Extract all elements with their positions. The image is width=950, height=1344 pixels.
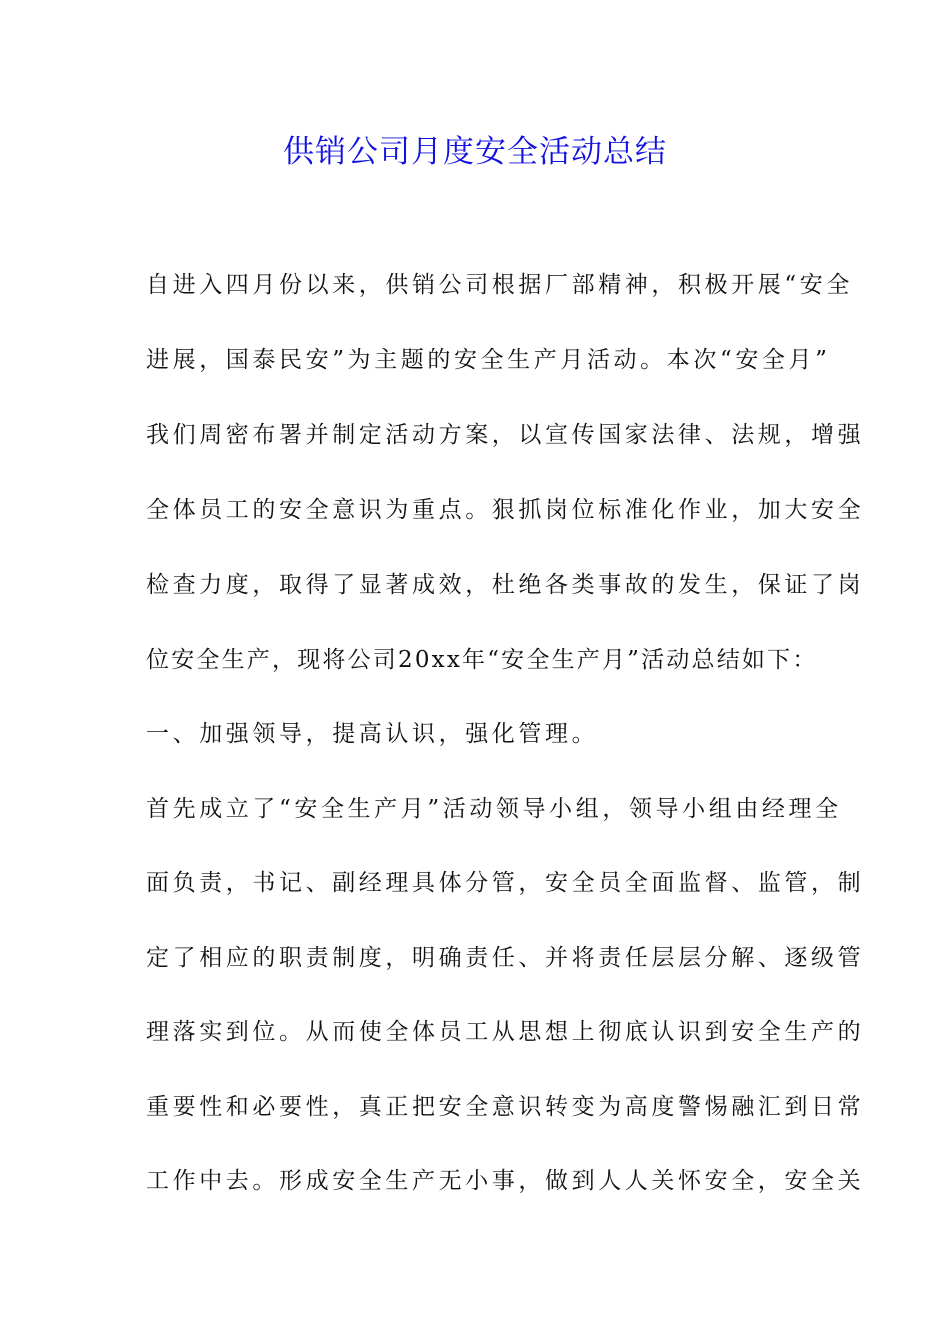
section-heading-1: 一、加强领导，提高认识，强化管理。 — [146, 721, 599, 747]
body-line-6: 位安全生产，现将公司20xx年“安全生产月”活动总结如下： — [146, 647, 818, 673]
body-line-12: 重要性和必要性，真正把安全意识转变为高度警惕融汇到日常 — [146, 1094, 865, 1120]
body-line-11: 理落实到位。从而使全体员工从思想上彻底认识到安全生产的 — [146, 1019, 865, 1045]
body-line-8: 首先成立了“安全生产月”活动领导小组，领导小组由经理全 — [146, 796, 842, 822]
body-line-10: 定了相应的职责制度，明确责任、并将责任层层分解、逐级管 — [146, 945, 865, 971]
body-line-3: 我们周密布署并制定活动方案，以宣传国家法律、法规，增强 — [146, 422, 865, 448]
document-title: 供销公司月度安全活动总结 — [283, 134, 667, 170]
body-line-2: 进展，国泰民安”为主题的安全生产月活动。本次“安全月” — [146, 347, 831, 373]
body-line-1: 自进入四月份以来，供销公司根据厂部精神，积极开展“安全 — [146, 272, 853, 298]
body-line-9: 面负责，书记、副经理具体分管，安全员全面监督、监管，制 — [146, 870, 865, 896]
body-line-13: 工作中去。形成安全生产无小事，做到人人关怀安全，安全关 — [146, 1168, 865, 1194]
body-line-5: 检查力度，取得了显著成效，杜绝各类事故的发生，保证了岗 — [146, 572, 865, 598]
body-line-4: 全体员工的安全意识为重点。狠抓岗位标准化作业，加大安全 — [146, 497, 865, 523]
